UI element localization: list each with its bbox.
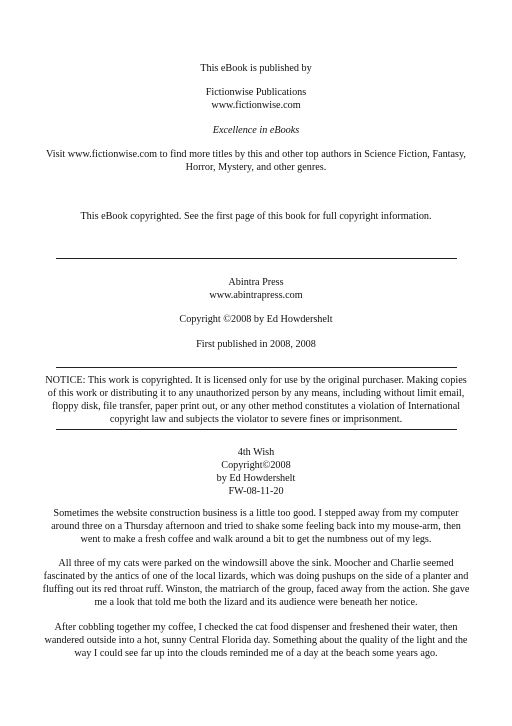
visit-paragraph	[0, 148, 512, 174]
story-author: by Ed Howdershelt	[216, 473, 296, 484]
paragraph-line: me a look that told me both the lizard and its audience were beneath her notice.	[94, 597, 418, 608]
story-title: 4th Wish	[237, 447, 275, 458]
published-by-text: This eBook is published by	[200, 63, 312, 74]
story-paragraph-2	[0, 557, 512, 609]
story-header	[0, 446, 512, 498]
paragraph-line: All three of my cats were parked on the windowsill above the sink. Moocher and Charlie seemed	[58, 558, 454, 569]
visit-line-1: Visit www.fictionwise.com to find more titles by this and other top authors in Science Fiction, Fantasy,	[46, 149, 466, 160]
notice-line-1: NOTICE: This work is copyrighted. It is licensed only for use by the original purchaser. Making copies	[45, 375, 467, 386]
imprint-copyright	[0, 313, 512, 326]
publisher-info	[0, 86, 512, 112]
press-url: www.abintrapress.com	[209, 290, 303, 301]
paragraph-line: around three on a Thursday afternoon and tried to shake some feeling back into my mouse-arm, then	[51, 521, 461, 532]
notice-line-2: of this work or distributing it to any unauthorized person by any means, including without limit email,	[47, 388, 465, 399]
publisher-url: www.fictionwise.com	[211, 100, 301, 111]
paragraph-line: fascinated by the antics of one of the local lizards, which was doing pushups on the side of a planter and	[43, 571, 469, 582]
license-notice	[0, 374, 512, 426]
visit-line-2: Horror, Mystery, and other genres.	[185, 162, 327, 173]
imprint-copyright-text: Copyright ©2008 by Ed Howdershelt	[179, 314, 333, 325]
first-published	[0, 338, 512, 351]
story-paragraph-3	[0, 621, 512, 660]
ebook-copyright-notice	[0, 210, 512, 223]
press-name: Abintra Press	[228, 277, 284, 288]
story-paragraph-1	[0, 507, 512, 546]
divider-bottom	[56, 429, 457, 430]
ebook-copyright-text: This eBook copyrighted. See the first page of this book for full copyright information.	[80, 211, 432, 222]
paragraph-line: fluffing out its red throat ruff. Winston, the matriarch of the group, faced away from the action. She gave	[42, 584, 470, 595]
published-by-line	[0, 62, 512, 75]
imprint-info	[0, 276, 512, 302]
paragraph-line: wandered outside into a hot, sunny Central Florida day. Something about the quality of the light and the	[44, 635, 468, 646]
divider-top	[56, 258, 457, 259]
story-code: FW-08-11-20	[228, 486, 284, 497]
paragraph-line: way I could see far up into the clouds reminded me of a day at the beach some years ago.	[74, 648, 438, 659]
paragraph-line: Sometimes the website construction business is a little too good. I stepped away from my computer	[53, 508, 459, 519]
notice-line-4: copyright law and subjects the violator to severe fines or imprisonment.	[109, 414, 403, 425]
tagline-text: Excellence in eBooks	[212, 125, 300, 136]
paragraph-line: After cobbling together my coffee, I checked the cat food dispenser and freshened their water, then	[54, 622, 458, 633]
publisher-tagline	[0, 124, 512, 137]
first-published-text: First published in 2008, 2008	[196, 339, 316, 350]
notice-line-3: floppy disk, file transfer, paper print out, or any other method constitutes a violation of International	[51, 401, 461, 412]
divider-middle	[56, 367, 457, 368]
story-copyright: Copyright©2008	[221, 460, 291, 471]
paragraph-line: went to make a fresh coffee and walk around a bit to get the numbness out of my legs.	[80, 534, 432, 545]
publisher-name: Fictionwise Publications	[205, 87, 307, 98]
